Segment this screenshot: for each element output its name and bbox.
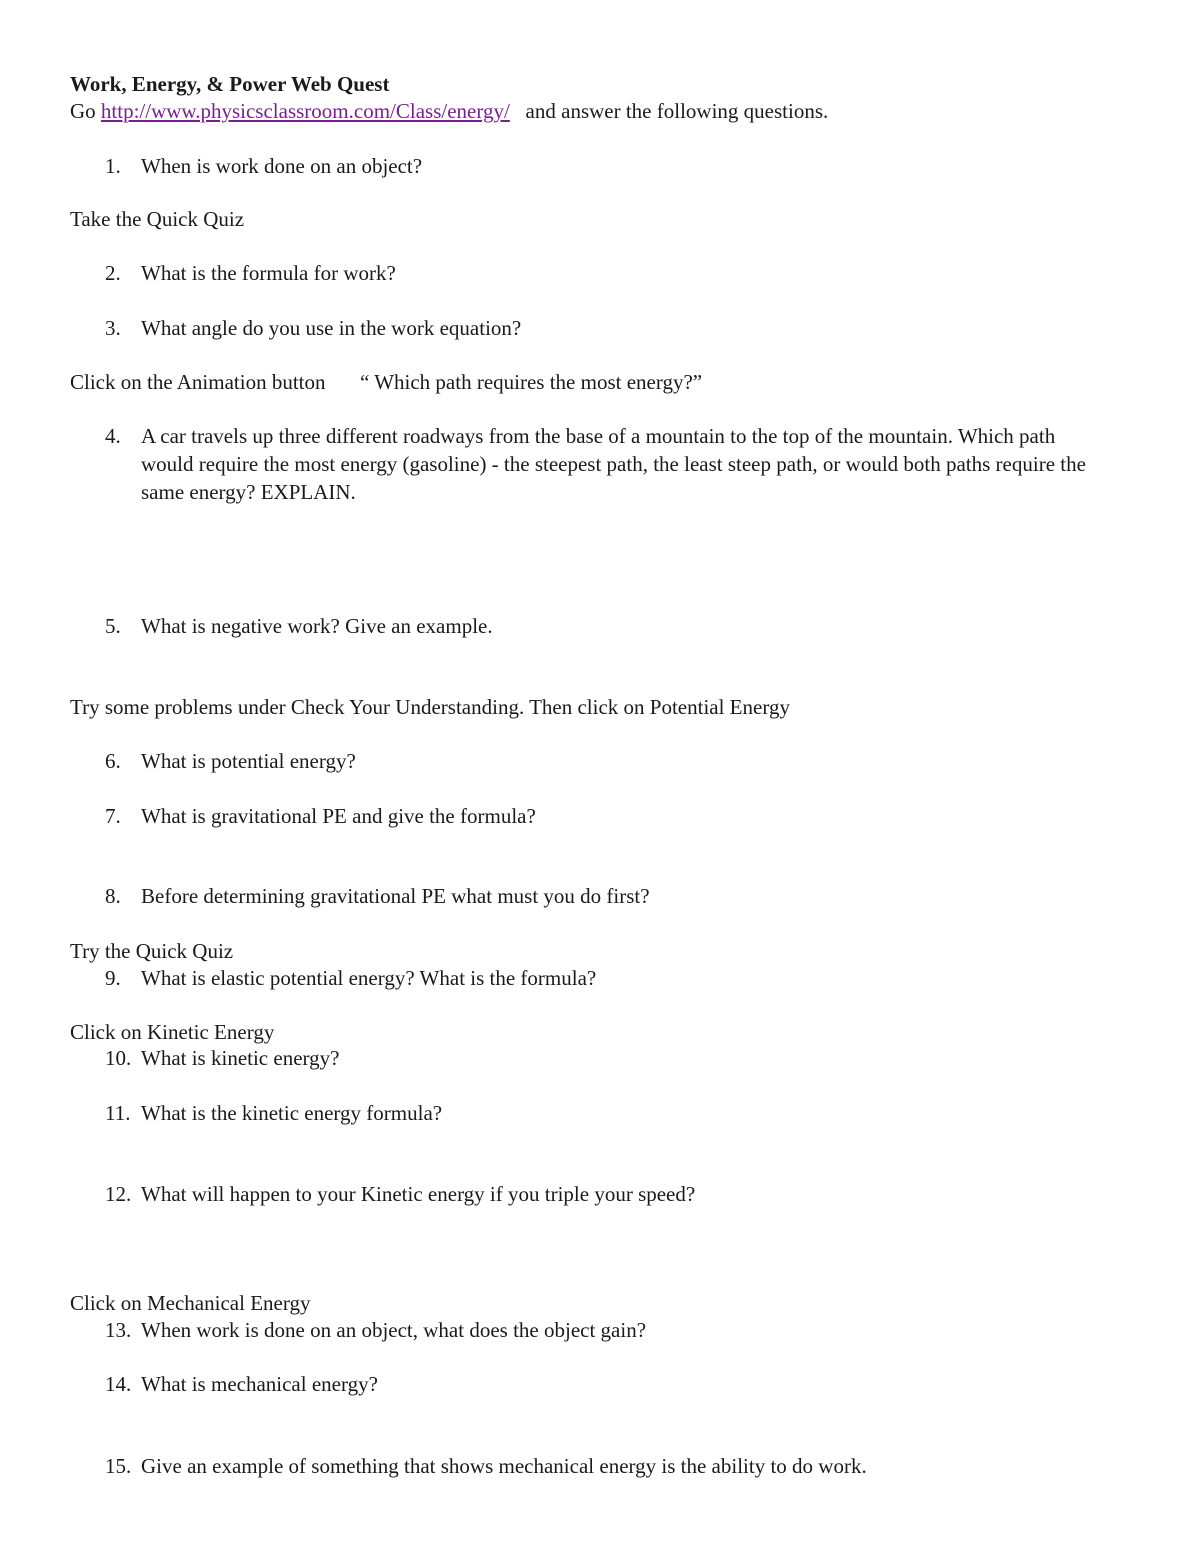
question-number: 10. xyxy=(105,1046,132,1070)
question-number: 8. xyxy=(105,884,121,908)
section-quick-quiz: Take the Quick Quiz xyxy=(70,207,245,231)
question-text: What angle do you use in the work equation? xyxy=(141,316,522,340)
question-number: 15. xyxy=(105,1454,132,1478)
question-5 xyxy=(105,612,1090,640)
instructions-line xyxy=(70,97,828,125)
question-1 xyxy=(105,152,1090,180)
question-number: 2. xyxy=(105,261,121,285)
question-number: 9. xyxy=(105,966,121,990)
question-number: 6. xyxy=(105,749,121,773)
question-text: Give an example of something that shows mechanical energy is the ability to do work. xyxy=(141,1454,867,1478)
question-text: What is mechanical energy? xyxy=(141,1372,378,1396)
question-text: What is the formula for work? xyxy=(141,261,396,285)
page-title: Work, Energy, & Power Web Quest xyxy=(70,72,390,96)
question-number: 11. xyxy=(105,1101,131,1125)
question-text: What is gravitational PE and give the formula? xyxy=(141,804,536,828)
question-text: When work is done on an object, what does the object gain? xyxy=(141,1318,647,1342)
section-animation xyxy=(70,368,702,396)
physicsclassroom-link[interactable]: http://www.physicsclassroom.com/Class/energy/ xyxy=(100,99,510,123)
animation-quote: “ Which path requires the most energy?” xyxy=(360,370,703,394)
question-number: 1. xyxy=(105,154,121,178)
section-mechanical-energy: Click on Mechanical Energy xyxy=(70,1291,311,1315)
question-text: A car travels up three different roadways from the base of a mountain to the top of the mountain. Which path would require the most energy (gasoline) - the steepest path, the least steep path, or would both paths require the same energy? EXPLAIN. xyxy=(141,424,1086,504)
section-kinetic-energy: Click on Kinetic Energy xyxy=(70,1020,275,1044)
question-9 xyxy=(105,964,1090,992)
question-text: What is elastic potential energy? What is the formula? xyxy=(141,966,597,990)
question-2 xyxy=(105,259,1090,287)
question-14 xyxy=(105,1370,1090,1398)
question-text: When is work done on an object? xyxy=(141,154,423,178)
question-text: What is kinetic energy? xyxy=(141,1046,340,1070)
question-number: 14. xyxy=(105,1372,132,1396)
animation-instruction: Click on the Animation button xyxy=(70,370,326,394)
question-text: What will happen to your Kinetic energy if you triple your speed? xyxy=(141,1182,696,1206)
question-text: Before determining gravitational PE what must you do first? xyxy=(141,884,650,908)
question-12 xyxy=(105,1180,1090,1208)
question-11 xyxy=(105,1099,1090,1127)
question-4 xyxy=(105,422,1090,506)
question-7 xyxy=(105,802,1090,830)
question-number: 13. xyxy=(105,1318,132,1342)
question-10 xyxy=(105,1044,1090,1072)
question-6 xyxy=(105,747,1090,775)
question-number: 12. xyxy=(105,1182,132,1206)
go-suffix: and answer the following questions. xyxy=(525,99,829,123)
question-number: 3. xyxy=(105,316,121,340)
question-number: 4. xyxy=(105,424,121,448)
question-15 xyxy=(105,1452,1090,1480)
question-text: What is negative work? Give an example. xyxy=(141,614,493,638)
section-quick-quiz-2: Try the Quick Quiz xyxy=(70,939,234,963)
question-number: 5. xyxy=(105,614,121,638)
section-check-understanding: Try some problems under Check Your Understanding. Then click on Potential Energy xyxy=(70,695,790,719)
question-text: What is potential energy? xyxy=(141,749,356,773)
question-8 xyxy=(105,882,1090,910)
question-text: What is the kinetic energy formula? xyxy=(141,1101,443,1125)
question-3 xyxy=(105,314,1090,342)
go-prefix: Go xyxy=(70,99,96,123)
question-13 xyxy=(105,1316,1090,1344)
question-number: 7. xyxy=(105,804,121,828)
